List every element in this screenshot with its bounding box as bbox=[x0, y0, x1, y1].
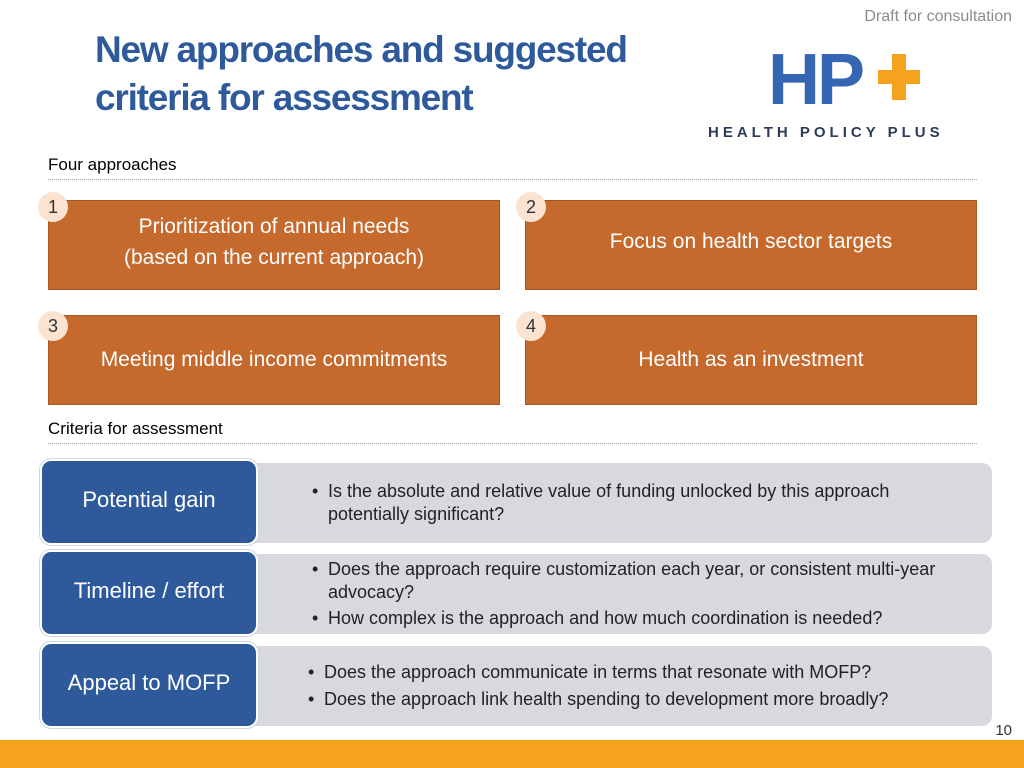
criterion-bullet: • How complex is the approach and how much coordination is needed? bbox=[312, 607, 968, 630]
approaches-heading: Four approaches bbox=[48, 155, 977, 180]
approach-box-1 bbox=[48, 200, 500, 290]
approach-box-3 bbox=[48, 315, 500, 405]
approach-4-text: Health as an investment bbox=[638, 347, 864, 371]
criterion-bullet: • Does the approach communicate in terms that resonate with MOFP? bbox=[308, 659, 968, 686]
approach-number-4: 4 bbox=[516, 311, 546, 341]
logo-tagline: HEALTH POLICY PLUS bbox=[708, 124, 944, 141]
draft-note: Draft for consultation bbox=[864, 8, 1012, 25]
title-line-2: criteria for assessment bbox=[95, 77, 473, 118]
approach-number-1: 1 bbox=[38, 192, 68, 222]
approach-box-4 bbox=[525, 315, 977, 405]
criterion-bullet: • Does the approach link health spending to development more broadly? bbox=[308, 686, 968, 713]
criterion-row-timeline-effort bbox=[40, 550, 992, 638]
approach-1-line-2: (based on the current approach) bbox=[123, 246, 425, 269]
criterion-detail bbox=[240, 463, 992, 543]
criterion-row-appeal-to-mofp bbox=[40, 642, 992, 730]
approach-1-line-1: Prioritization of annual needs bbox=[138, 215, 410, 238]
criterion-detail bbox=[240, 646, 992, 726]
approach-number-3: 3 bbox=[38, 311, 68, 341]
title-line-1: New approaches and suggested bbox=[95, 29, 627, 70]
footer-bar bbox=[0, 740, 1024, 768]
logo-mark: HP bbox=[768, 40, 863, 120]
criterion-label: Appeal to MOFP bbox=[40, 642, 258, 728]
approach-box-2 bbox=[525, 200, 977, 290]
plus-icon bbox=[878, 54, 920, 100]
approach-2-text: Focus on health sector targets bbox=[609, 229, 893, 253]
criterion-row-potential-gain bbox=[40, 459, 992, 547]
criterion-label: Timeline / effort bbox=[40, 550, 258, 636]
criterion-bullet: • Does the approach require customization each year, or consistent multi-year advocacy? bbox=[312, 558, 968, 604]
criteria-heading: Criteria for assessment bbox=[48, 419, 977, 444]
criterion-bullet: • Is the absolute and relative value of funding unlocked by this approach potentially significant? bbox=[312, 480, 968, 526]
page-number: 10 bbox=[995, 722, 1012, 739]
criterion-detail bbox=[240, 554, 992, 634]
hp-plus-logo bbox=[700, 42, 970, 142]
approach-3-text: Meeting middle income commitments bbox=[100, 347, 448, 371]
slide-title bbox=[95, 26, 695, 122]
approach-number-2: 2 bbox=[516, 192, 546, 222]
criterion-label: Potential gain bbox=[40, 459, 258, 545]
